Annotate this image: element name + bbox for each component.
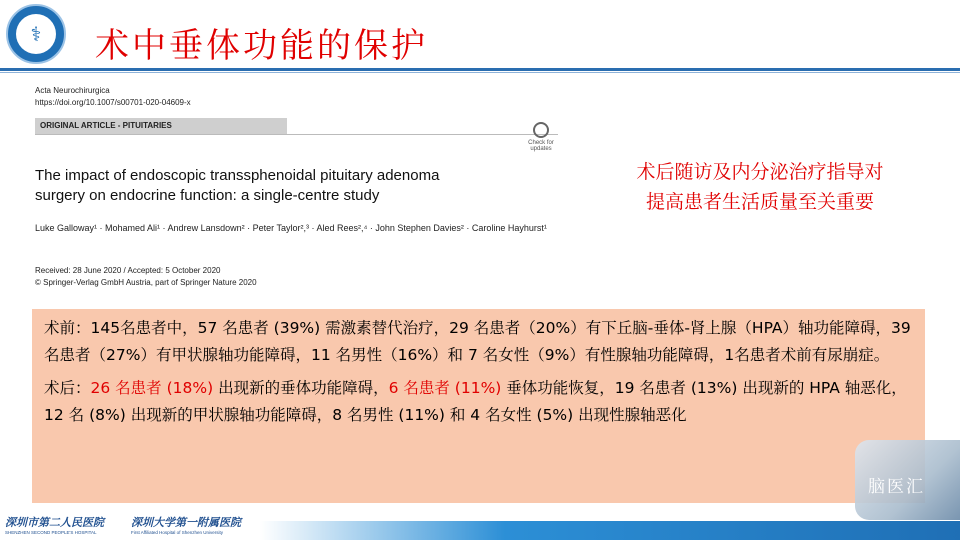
key-message-line-2: 提高患者生活质量至关重要	[645, 191, 874, 213]
hospital-logo-2	[131, 514, 241, 535]
check-updates-badge	[526, 122, 556, 152]
paper-title: The impact of endoscopic transsphenoidal pituitary adenoma surgery on endocrine function: a single-centre study	[35, 167, 440, 204]
postop-text-1: 出现新的垂体功能障碍，	[213, 379, 389, 397]
postop-recovery: 6 名患者 (11%)	[388, 379, 502, 397]
check-updates-icon	[533, 122, 549, 138]
watermark-text: 脑医汇	[868, 477, 925, 497]
key-message	[575, 157, 945, 217]
key-message-line-1: 术后随访及内分泌治疗指导对	[636, 161, 884, 183]
hospital-logo-1	[5, 514, 104, 535]
results-box	[32, 309, 925, 503]
hospital-logo	[6, 4, 66, 64]
title-divider	[0, 68, 960, 71]
paper-screenshot	[30, 82, 560, 297]
preop-paragraph: 术前：145名患者中，57 名患者 (39%) 需激素替代治疗，29 名患者（20%）有下丘脑-垂体-肾上腺（HPA）轴功能障碍，39 名患者（27%）有甲状腺轴功能障碍，11 名男性（16%）和 7 名女性（9%）有性腺轴功能障碍，1名患者术前有尿崩症。	[44, 319, 911, 364]
postop-text-2: 垂体功能恢复，19 名患者 (13%) 出现新的 HPA 轴恶化，12 名 (8%) 出现新的甲状腺轴功能障碍，8 名男性 (11%) 和 4 名女性 (5%) 出现性腺轴恶化	[44, 379, 907, 424]
slide-title: 术中垂体功能的保护	[95, 26, 428, 66]
postop-prefix: 术后：	[44, 379, 91, 397]
paper-category-rule	[35, 134, 558, 135]
paper-category: ORIGINAL ARTICLE - PITUITARIES	[35, 118, 287, 134]
hospital-2-name: 深圳大学第一附属医院	[131, 516, 241, 529]
hospital-1-english: SHENZHEN SECOND PEOPLE'S HOSPITAL	[5, 530, 97, 535]
hospital-2-english: First Affiliated Hospital of Shenzhen University	[131, 530, 223, 535]
paper-journal: Acta Neurochirurgica	[35, 86, 110, 95]
footer-band	[260, 521, 960, 540]
title-divider-thin	[0, 72, 960, 73]
caduceus-icon: ⚕	[16, 14, 56, 54]
paper-dates: Received: 28 June 2020 / Accepted: 5 October 2020	[35, 266, 221, 275]
check-updates-label: Check for updates	[528, 140, 554, 152]
paper-copyright: © Springer-Verlag GmbH Austria, part of Springer Nature 2020	[35, 278, 257, 287]
paper-authors: Luke Galloway¹ · Mohamed Ali¹ · Andrew Lansdown² · Peter Taylor²,³ · Aled Rees²,⁴ · John Stephen Davies² · Caroline Hayhurst¹	[35, 223, 547, 233]
paper-doi: https://doi.org/10.1007/s00701-020-04609-x	[35, 98, 191, 107]
postop-new-dysfunction: 26 名患者 (18%)	[90, 379, 214, 397]
hospital-1-name: 深圳市第二人民医院	[5, 516, 104, 529]
postop-paragraph	[44, 375, 913, 428]
